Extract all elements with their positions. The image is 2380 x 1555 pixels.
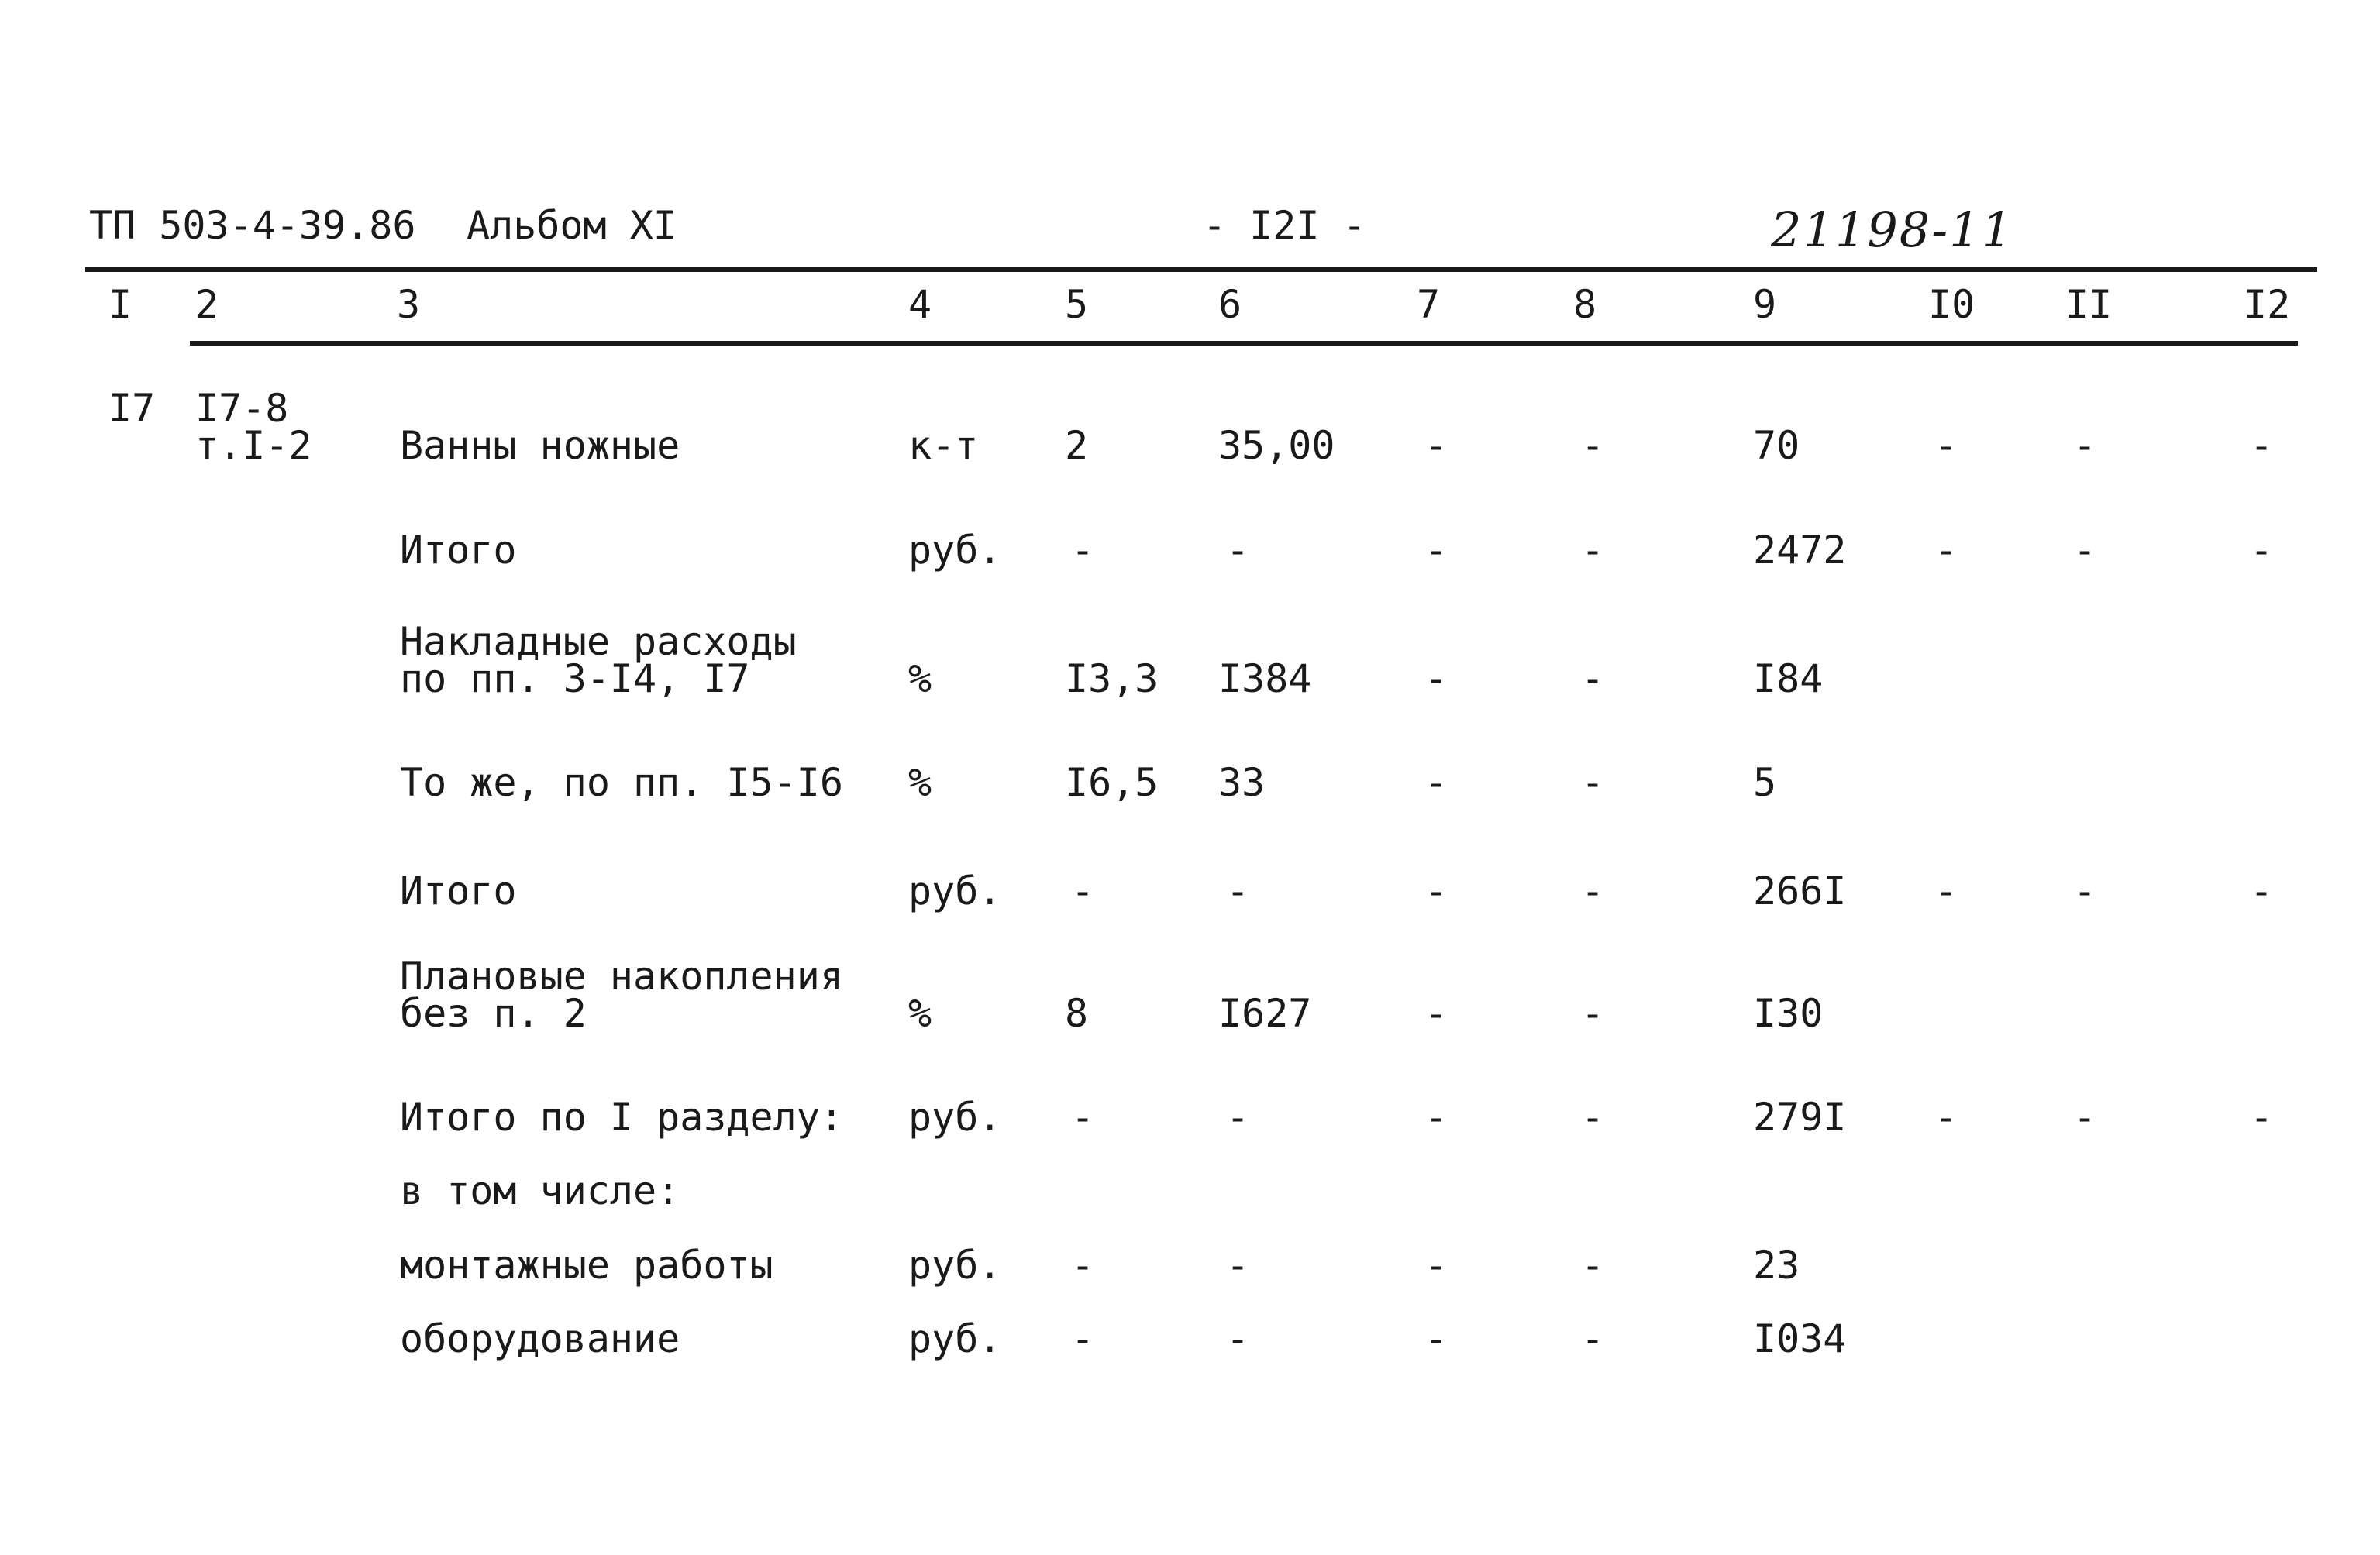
cell-description-line: Итого bbox=[400, 869, 517, 913]
cell-col-6: 33 bbox=[1218, 760, 1266, 805]
column-header-7: 7 bbox=[1417, 282, 1441, 327]
cell-description-line: Итого по I разделу: bbox=[400, 1095, 843, 1140]
cell-col-6: - bbox=[1226, 869, 1250, 913]
top-rule bbox=[85, 267, 2317, 272]
cell-col-5: 8 bbox=[1065, 991, 1089, 1036]
cell-col-6: - bbox=[1226, 1316, 1250, 1361]
cell-col-5: - bbox=[1071, 1243, 1095, 1288]
cell-col-8: - bbox=[1581, 1095, 1605, 1140]
cell-col-8: - bbox=[1581, 1316, 1605, 1361]
cell-col-5: - bbox=[1071, 869, 1095, 913]
cell-col-9: 279I bbox=[1753, 1095, 1847, 1140]
cell-col-12: - bbox=[2250, 423, 2274, 468]
page-number: - I2I - bbox=[1203, 203, 1366, 248]
cell-description-line: Накладные расходы bbox=[400, 619, 797, 664]
cell-col-7: - bbox=[1424, 1316, 1448, 1361]
cell-col-7: - bbox=[1424, 423, 1448, 468]
cell-reference-line: I7-8 bbox=[195, 386, 289, 431]
cell-col-6: 35,00 bbox=[1218, 423, 1335, 468]
column-header-8: 8 bbox=[1573, 282, 1597, 327]
cell-col-4: % bbox=[908, 656, 932, 701]
cell-col-7: - bbox=[1424, 869, 1448, 913]
cell-col-8: - bbox=[1581, 528, 1605, 573]
cell-col-11: - bbox=[2073, 869, 2097, 913]
header-rule bbox=[190, 341, 2298, 346]
cell-col-10: - bbox=[1934, 528, 1958, 573]
column-header-1: I bbox=[108, 282, 133, 327]
cell-col-6: I627 bbox=[1218, 991, 1312, 1036]
cell-description-line: по пп. 3-I4, I7 bbox=[400, 656, 750, 701]
cell-col-5: - bbox=[1071, 1095, 1095, 1140]
column-header-12: I2 bbox=[2244, 282, 2291, 327]
column-header-4: 4 bbox=[908, 282, 932, 327]
cell-col-4: руб. bbox=[908, 528, 1002, 573]
cell-col-12: - bbox=[2250, 869, 2274, 913]
cell-col-9: I30 bbox=[1753, 991, 1824, 1036]
cell-description-line: Плановые накопления bbox=[400, 954, 843, 999]
cell-col-11: - bbox=[2073, 423, 2097, 468]
cell-col-10: - bbox=[1934, 1095, 1958, 1140]
cell-col-9: 266I bbox=[1753, 869, 1847, 913]
cell-description-line: в том числе: bbox=[400, 1168, 680, 1213]
column-header-9: 9 bbox=[1753, 282, 1777, 327]
cell-col-9: 70 bbox=[1753, 423, 1800, 468]
cell-col-5: - bbox=[1071, 528, 1095, 573]
cell-description-line: монтажные работы bbox=[400, 1243, 773, 1288]
cell-col-6: - bbox=[1226, 1243, 1250, 1288]
cell-col-8: - bbox=[1581, 991, 1605, 1036]
cell-col-4: % bbox=[908, 991, 932, 1036]
cell-col-9: 2472 bbox=[1753, 528, 1847, 573]
cell-col-4: руб. bbox=[908, 1316, 1002, 1361]
cell-col-12: - bbox=[2250, 528, 2274, 573]
cell-col-6: - bbox=[1226, 528, 1250, 573]
cell-col-4: руб. bbox=[908, 1095, 1002, 1140]
cell-col-5: I6,5 bbox=[1065, 760, 1159, 805]
column-header-3: 3 bbox=[397, 282, 421, 327]
cell-col-7: - bbox=[1424, 528, 1448, 573]
column-header-10: I0 bbox=[1928, 282, 1975, 327]
handwritten-number: 21198-11 bbox=[1771, 201, 2014, 258]
cell-col-10: - bbox=[1934, 423, 1958, 468]
cell-reference-line: т.I-2 bbox=[195, 423, 312, 468]
cell-col-8: - bbox=[1581, 1243, 1605, 1288]
cell-col-12: - bbox=[2250, 1095, 2274, 1140]
cell-col-9: 23 bbox=[1753, 1243, 1800, 1288]
cell-col-7: - bbox=[1424, 991, 1448, 1036]
cell-description-line: Итого bbox=[400, 528, 517, 573]
cell-col-6: - bbox=[1226, 1095, 1250, 1140]
cell-col-7: - bbox=[1424, 656, 1448, 701]
cell-col-4: руб. bbox=[908, 1243, 1002, 1288]
cell-col-4: руб. bbox=[908, 869, 1002, 913]
cell-col-8: - bbox=[1581, 869, 1605, 913]
cell-col-9: 5 bbox=[1753, 760, 1777, 805]
cell-description-line: оборудование bbox=[400, 1316, 680, 1361]
cell-col-5: - bbox=[1071, 1316, 1095, 1361]
doc-code: ТП 503-4-39.86 bbox=[89, 203, 416, 248]
cell-col-5: I3,3 bbox=[1065, 656, 1159, 701]
column-header-11: II bbox=[2065, 282, 2113, 327]
column-header-5: 5 bbox=[1065, 282, 1089, 327]
cell-col-11: - bbox=[2073, 528, 2097, 573]
cell-col-8: - bbox=[1581, 656, 1605, 701]
cell-col-7: - bbox=[1424, 1095, 1448, 1140]
cell-col-9: I84 bbox=[1753, 656, 1824, 701]
column-header-6: 6 bbox=[1218, 282, 1242, 327]
cell-description-line: Ванны ножные bbox=[400, 423, 680, 468]
cell-description-line: без п. 2 bbox=[400, 991, 587, 1036]
cell-col-6: I384 bbox=[1218, 656, 1312, 701]
cell-col-4: к-т bbox=[908, 423, 979, 468]
cell-col-10: - bbox=[1934, 869, 1958, 913]
cell-col-4: % bbox=[908, 760, 932, 805]
cell-col-8: - bbox=[1581, 760, 1605, 805]
cell-col-7: - bbox=[1424, 760, 1448, 805]
cell-col-9: I034 bbox=[1753, 1316, 1847, 1361]
album-label: Альбом XI bbox=[467, 203, 677, 248]
column-header-2: 2 bbox=[195, 282, 219, 327]
cell-position-number: I7 bbox=[108, 386, 156, 431]
cell-col-7: - bbox=[1424, 1243, 1448, 1288]
cell-description-line: То же, по пп. I5-I6 bbox=[400, 760, 843, 805]
cell-col-11: - bbox=[2073, 1095, 2097, 1140]
cell-col-5: 2 bbox=[1065, 423, 1089, 468]
cell-col-8: - bbox=[1581, 423, 1605, 468]
